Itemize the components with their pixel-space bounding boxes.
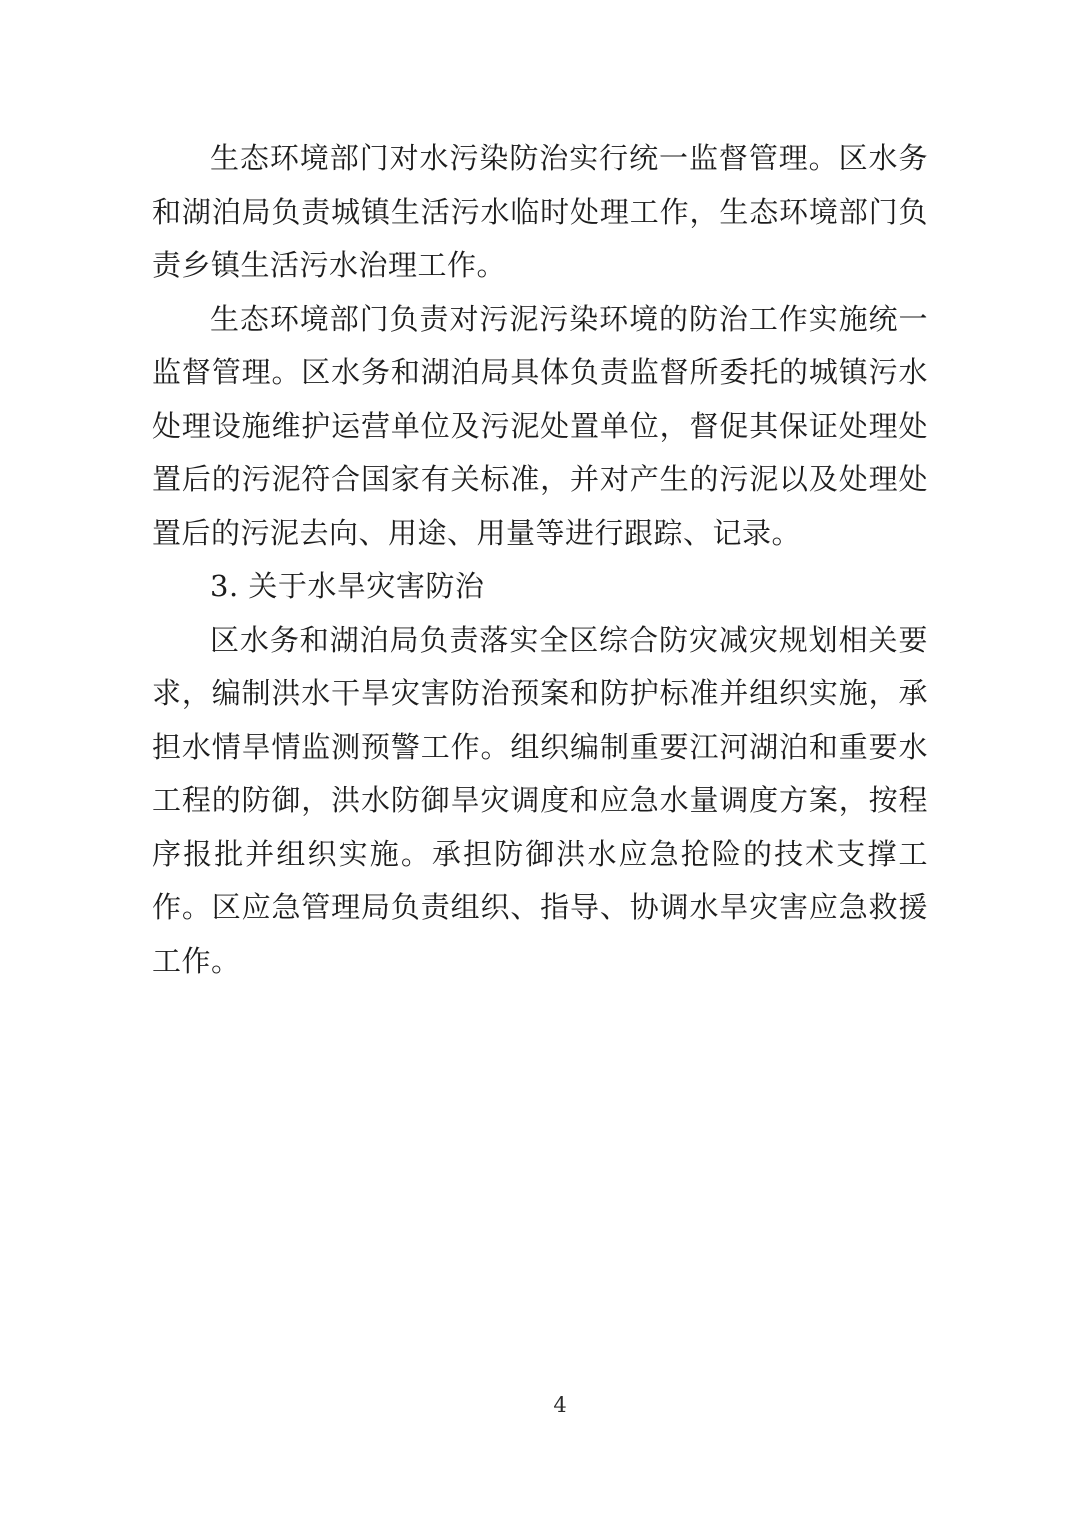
- section-heading-flood-drought: 3. 关于水旱灾害防治: [210, 569, 485, 603]
- page-number: 4: [553, 1393, 567, 1417]
- document-body: [152, 132, 928, 988]
- paragraph-flood-drought-duties: 区水务和湖泊局负责落实全区综合防灾减灾规划相关要求，编制洪水干旱灾害防治预案和防护标准并组织实施，承担水情旱情监测预警工作。组织编制重要江河湖泊和重要水工程的防御，洪水防御旱灾调度和应急水量调度方案，按程序报批并组织实施。承担防御洪水应急抢险的技术支撑工作。区应急管理局负责组织、指导、协调水旱灾害应急救援工作。: [152, 622, 928, 978]
- paragraph-sludge-supervision: 生态环境部门负责对污泥污染环境的防治工作实施统一监督管理。区水务和湖泊局具体负责监督所委托的城镇污水处理设施维护运营单位及污泥处置单位，督促其保证处理处置后的污泥符合国家有关标准，并对产生的污泥以及处理处置后的污泥去向、用途、用量等进行跟踪、记录。: [152, 301, 928, 550]
- paragraph-water-pollution-supervision: 生态环境部门对水污染防治实行统一监督管理。区水务和湖泊局负责城镇生活污水临时处理工作，生态环境部门负责乡镇生活污水治理工作。: [152, 141, 928, 282]
